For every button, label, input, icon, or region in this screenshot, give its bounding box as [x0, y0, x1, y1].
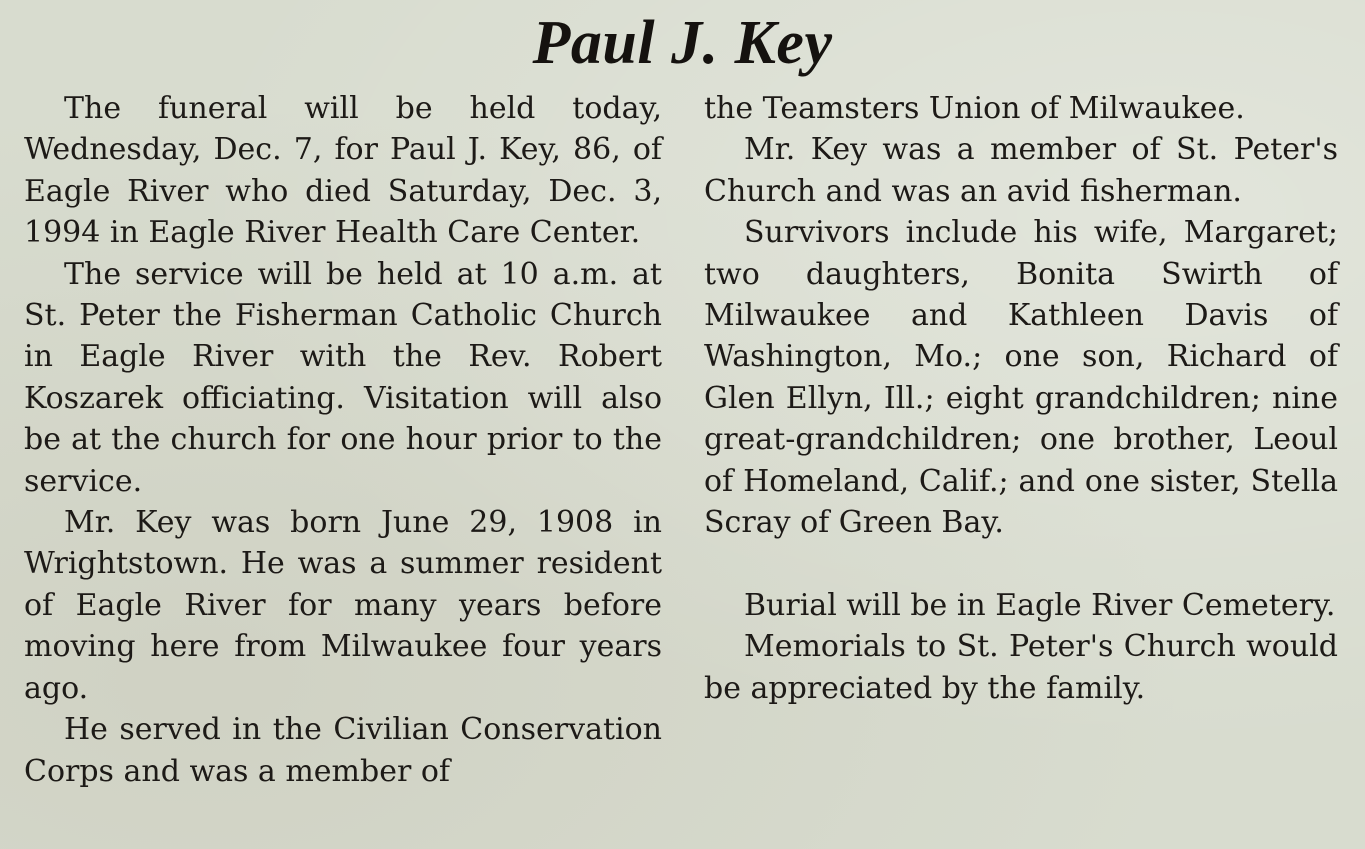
- paragraph-union-continued: the Teamsters Union of Milwaukee.: [704, 91, 1245, 126]
- paragraph-service: The service will be held at 10 a.m. at St. Peter the Fisherman Catholic Church in Eagle River with the Rev. Robert Koszarek officiating. Visitation will also be at the church for one hour prior to the service.: [24, 256, 662, 499]
- right-column: [704, 88, 1338, 709]
- paragraph-burial: Burial will be in Eagle River Cemetery.: [744, 587, 1336, 623]
- obituary-headline: Paul J. Key: [532, 9, 833, 77]
- paragraph-survivors: Survivors include his wife, Margaret; two daughters, Bonita Swirth of Milwaukee and Kathleen Davis of Washington, Mo.; one son, Richard of Glen Ellyn, Ill.; eight grandchildren; nine great-grandchildren; one brother, Leoul of Homeland, Calif.; and one sister, Stella Scray of Green Bay.: [704, 215, 1338, 541]
- left-column: [24, 88, 662, 792]
- paragraph-memorials: Memorials to St. Peter's Church would be appreciated by the family.: [704, 629, 1338, 706]
- paragraph-funeral: The funeral will be held today, Wednesday, Dec. 7, for Paul J. Key, 86, of Eagle River who died Saturday, Dec. 3, 1994 in Eagle River Health Care Center.: [24, 91, 662, 251]
- paragraph-service-history: He served in the Civilian Conservation Corps and was a member of: [24, 712, 662, 789]
- paragraph-birth: Mr. Key was born June 29, 1908 in Wrightstown. He was a summer resident of Eagle River for many years before moving here from Milwaukee four years ago.: [24, 505, 662, 706]
- column-gap: [704, 543, 1338, 584]
- paragraph-church-member: Mr. Key was a member of St. Peter's Church and was an avid fisherman.: [704, 132, 1338, 209]
